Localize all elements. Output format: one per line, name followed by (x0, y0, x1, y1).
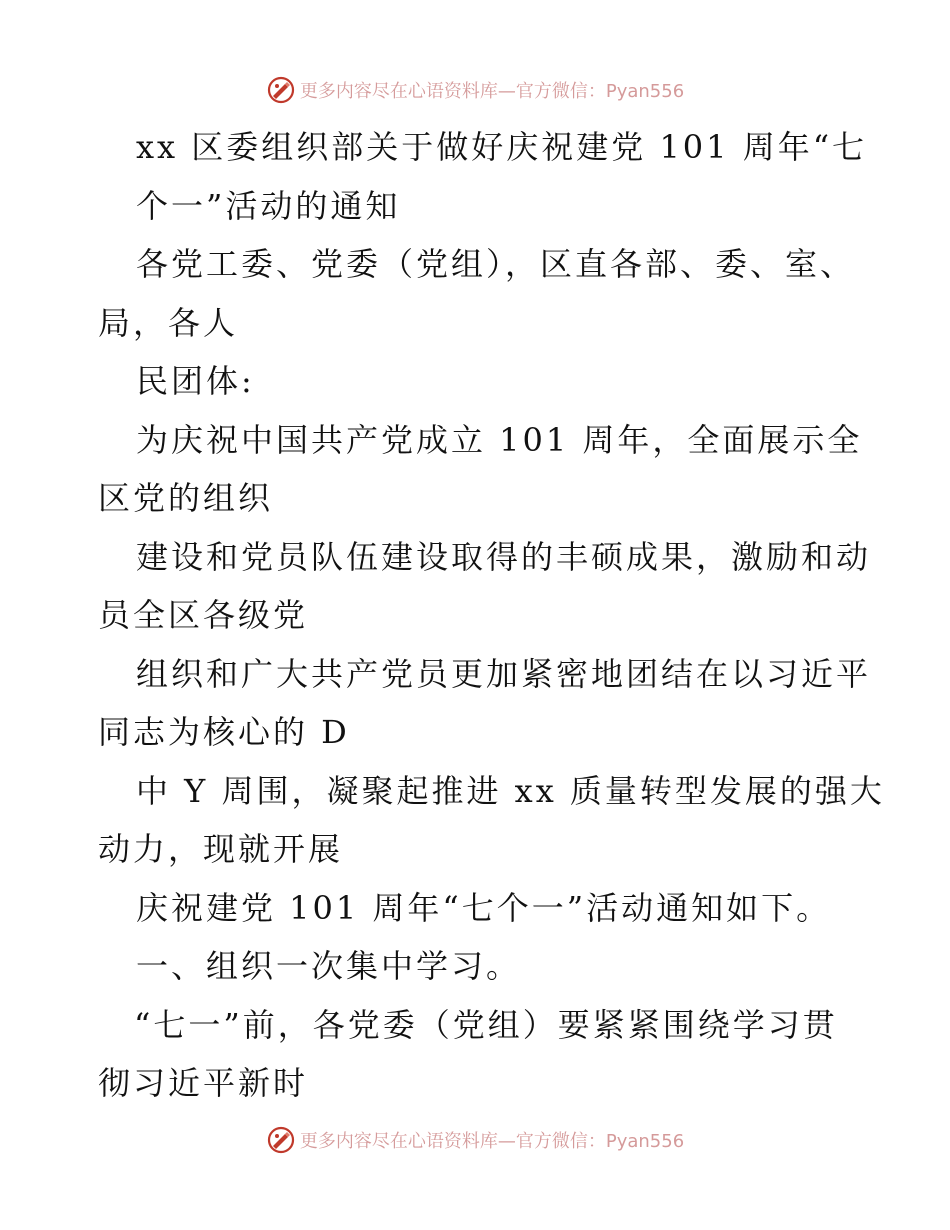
pen-seal-icon (266, 1125, 296, 1155)
text-line: 为庆祝中国共产党成立 101 周年，全面展示全 (136, 420, 863, 459)
watermark-text: 更多内容尽在心语资料库—官方微信：Pyan556 (299, 1131, 685, 1152)
text-line: 员全区各级党 (98, 596, 309, 634)
text-line: 局，各人 (98, 303, 239, 342)
watermark-text: 更多内容尽在心语资料库—官方微信：Pyan556 (299, 81, 685, 102)
text-line: 建设和党员队伍建设取得的丰硕成果，激励和动 (136, 537, 872, 576)
header-watermark (0, 72, 950, 108)
text-line: 彻习近平新时 (98, 1064, 309, 1102)
text-line: 各党工委、党委（党组），区直各部、委、室、 (136, 245, 856, 283)
text-line: 民团体: (136, 362, 255, 400)
text-line: 组织和广大共产党员更加紧密地团结在以习近平 (136, 654, 872, 693)
text-line: xx 区委组织部关于做好庆祝建党 101 周年“七 (136, 128, 868, 166)
text-line: 个一”活动的通知 (136, 186, 401, 225)
text-line: 区党的组织 (98, 479, 274, 517)
footer-watermark (0, 1122, 950, 1158)
text-line: 中 Y 周围，凝聚起推进 xx 质量转型发展的强大 (136, 771, 885, 810)
pen-seal-icon (266, 75, 296, 105)
document-body (98, 118, 885, 1113)
text-line: 一、组织一次集中学习。 (136, 947, 522, 985)
text-line: 动力，现就开展 (98, 830, 344, 868)
text-line: 同志为核心的 D (98, 713, 350, 751)
text-line: 庆祝建党 101 周年“七个一”活动通知如下。 (136, 888, 832, 927)
text-line: “七一”前，各党委（党组）要紧紧围绕学习贯 (134, 1005, 838, 1044)
